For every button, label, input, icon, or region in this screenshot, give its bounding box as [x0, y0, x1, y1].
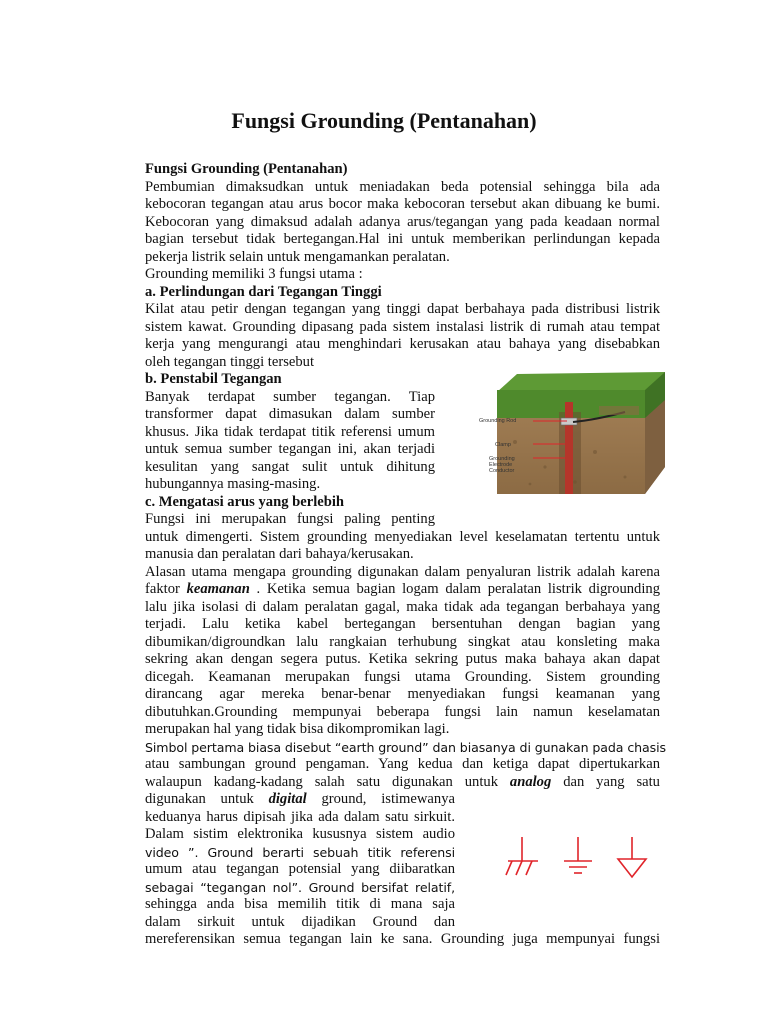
text-fragment: digunakan untuk: [145, 791, 269, 807]
text-line: Grounding memiliki 3 fungsi utama :: [145, 266, 363, 282]
text-line: Pembumian dimaksudkan untuk meniadakan beda potensial sehingga bila ada: [145, 178, 660, 195]
text-fragment: . Ketika semua bagian logam dalam peralatan listrik digrounding: [249, 581, 660, 597]
text-line: bagian tersebut tidak bertegangan.Hal ini untuk memberikan perlindungan kepada: [145, 231, 660, 247]
label-clamp: Clamp: [495, 442, 511, 448]
text-line: untuk dimengerti. Sistem grounding menyediakan level keselamatan tertentu untuk: [145, 528, 660, 545]
text-line: [145, 581, 660, 599]
emphasis-text: digital: [268, 791, 307, 807]
ground-lines-symbol-icon: [564, 837, 592, 873]
text-line: dalam sirkuit untuk dijadikan Ground dan: [145, 913, 455, 930]
text-line: [145, 774, 660, 792]
text-line: mereferensikan semua tegangan lain ke sana. Grounding juga mempunyai fungsi: [145, 931, 660, 947]
label-grounding-rod: Grounding Rod: [479, 418, 517, 424]
text-line: Banyak terdapat sumber tegangan. Tiap: [145, 388, 435, 405]
text-line: video ”. Ground berarti sebuah titik referensi: [145, 844, 455, 860]
text-line: sehingga anda bisa memilih titik di mana saja: [145, 896, 455, 912]
text-line: Kilat atau petir dengan tegangan yang tinggi dapat berbahaya pada distribusi listrik: [145, 301, 660, 317]
text-line: [145, 791, 455, 809]
text-fragment: faktor: [145, 581, 187, 597]
text-line: umum atau tegangan potensial yang diibaratkan: [145, 861, 455, 877]
text-line: kerja yang mengurangi atau menghindari kerusakan atau bahaya yang disebabkan: [145, 336, 660, 352]
ground-symbols-figure: [500, 833, 660, 885]
text-line: merupakan hal yang tidak bisa dikompromikan lagi.: [145, 721, 450, 737]
text-fragment: ground, istimewanya: [306, 791, 455, 807]
label-grounding-electrode-conductor: Grounding Electrode Conductor: [489, 456, 515, 474]
text-fragment: walaupun kadang-kadang salah satu digunakan untuk: [145, 773, 510, 790]
text-line: sebagai “tegangan nol”. Ground bersifat relatif,: [145, 879, 455, 895]
text-line: Fungsi ini merupakan fungsi paling penting: [145, 511, 435, 527]
grounding-rod-illustration: [475, 372, 667, 494]
text-line: Kebocoran yang dimaksud adalah adanya arus/tegangan yang pada keadaan normal: [145, 213, 660, 230]
text-line: transformer dapat dimasukan dalam sumber: [145, 406, 435, 422]
page-title: Fungsi Grounding (Pentanahan): [231, 108, 537, 133]
text-line: Alasan utama mengapa grounding digunakan dalam penyaluran listrik adalah karena: [145, 563, 660, 580]
text-line: untuk semua sumber tegangan ini, akan terjadi: [145, 441, 435, 457]
text-line: dibumikan/digroundkan lalu rangkaian terhubung singkat atau konsleting maka: [145, 633, 660, 650]
text-line: pekerja listrik selain untuk mengamankan peralatan.: [145, 248, 450, 265]
text-line: dibutuhkan.Grounding mempunyai beberapa fungsi lain namun keselamatan: [145, 703, 660, 720]
emphasis-text: analog: [509, 773, 552, 790]
text-line: dicegah. Keamanan merupakan fungsi utama Grounding. Sistem grounding: [145, 668, 660, 685]
text-line: Dalam sistim elektronika kususnya sistem audio: [145, 826, 455, 842]
text-line: Simbol pertama biasa disebut “earth ground” dan biasanya di gunakan pada chasis: [145, 739, 666, 755]
earth-ground-symbol-icon: [506, 837, 538, 875]
text-line: sistem kawat. Grounding dipasang pada sistem instalasi listrik di rumah atau tempat: [145, 318, 660, 335]
grounding-rod-figure: [475, 372, 667, 494]
text-line: Fungsi Grounding (Pentanahan): [145, 161, 348, 177]
text-line: hubungannya masing-masing.: [145, 476, 321, 492]
emphasis-text: keamanan: [186, 581, 250, 597]
text-line: kesulitan yang sangat sulit untuk dihitung: [145, 458, 435, 475]
text-line: b. Penstabil Tegangan: [145, 371, 282, 387]
text-line: c. Mengatasi arus yang berlebih: [145, 493, 345, 510]
text-fragment: dan yang satu: [551, 773, 660, 790]
text-line: keduanya harus dipisah jika ada dalam satu sirkuit.: [145, 808, 455, 825]
text-line: terjadi. Lalu ketika kabel bertegangan bersentuhan dengan bagian yang: [145, 616, 660, 632]
signal-ground-symbol-icon: [618, 837, 646, 877]
text-line: atau sambungan ground pengaman. Yang kedua dan ketiga dapat dipertukarkan: [145, 756, 660, 772]
text-line: kebocoran tegangan atau arus bocor maka kebocoran tersebut akan dibuang ke bumi.: [145, 196, 660, 212]
text-line: sekring akan dengan segera putus. Ketika sekring putus maka bahaya akan dapat: [145, 651, 660, 667]
text-line: a. Perlindungan dari Tegangan Tinggi: [145, 283, 382, 300]
text-line: dirancang agar mereka benar-benar menyediakan fungsi keamanan yang: [145, 686, 660, 702]
text-line: manusia dan peralatan dari bahaya/kerusakan.: [145, 546, 414, 562]
text-line: khusus. Jika tidak terdapat titik referensi umum: [145, 423, 435, 440]
text-line: oleh tegangan tinggi tersebut: [145, 353, 314, 370]
text-line: lalu jika isolasi di dalam peralatan gagal, maka tidak ada tegangan berbahaya yang: [145, 598, 660, 615]
